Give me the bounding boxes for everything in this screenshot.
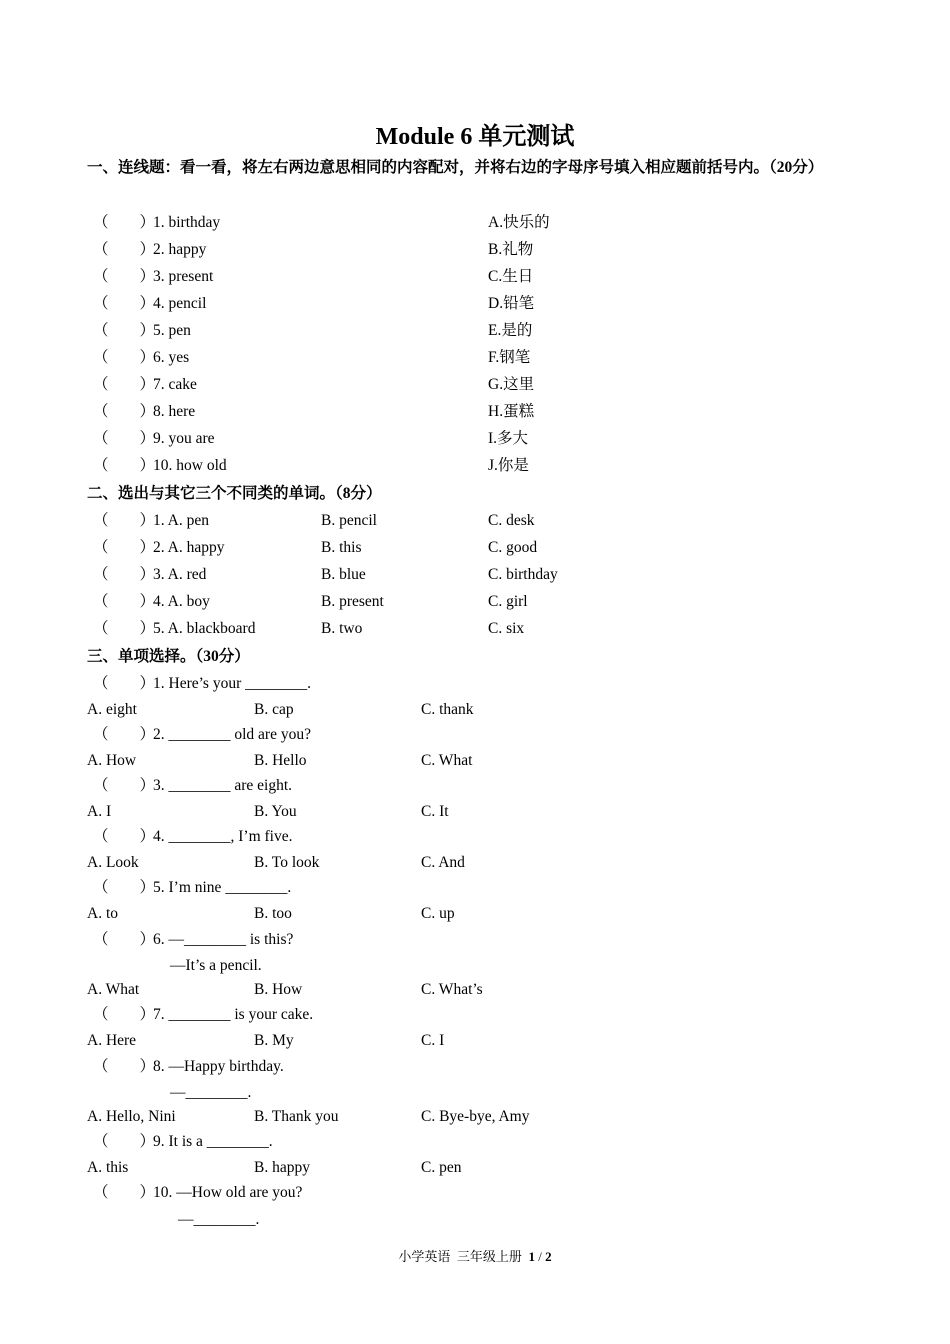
s1-meaning: A.快乐的	[488, 214, 550, 231]
answer-paren: （ ）	[93, 593, 156, 610]
s1-item-6	[0, 347, 950, 369]
option-c: C. Bye-bye, Amy	[421, 1108, 530, 1125]
s3-question-3	[0, 775, 950, 797]
option-b: B. My	[254, 1032, 294, 1049]
s1-item-7	[0, 374, 950, 396]
s3-question-6-line2	[0, 955, 950, 977]
question-stem: 3. ________ are eight.	[153, 777, 293, 794]
question-stem: 9. It is a ________.	[153, 1133, 273, 1150]
s2-option-c: C. desk	[488, 512, 535, 529]
option-c: C. thank	[421, 701, 474, 718]
option-c: C. I	[421, 1032, 445, 1049]
s1-word: 10. how old	[153, 457, 227, 474]
s3-options-2	[0, 750, 950, 772]
question-stem: 8. —Happy birthday.	[153, 1058, 284, 1075]
s1-meaning: C.生日	[488, 268, 534, 285]
s2-option-a: 1. A. pen	[153, 512, 209, 529]
dialogue-reply: —________.	[178, 1211, 260, 1228]
s2-item-4	[0, 591, 950, 613]
s3-options-9	[0, 1157, 950, 1179]
s1-word: 3. present	[153, 268, 214, 285]
s3-question-2	[0, 724, 950, 746]
s3-options-6	[0, 979, 950, 1001]
s1-meaning: J.你是	[488, 457, 529, 474]
s3-question-7	[0, 1004, 950, 1026]
s1-word: 5. pen	[153, 322, 191, 339]
answer-paren: （ ）	[93, 512, 156, 529]
answer-paren: （ ）	[93, 1133, 156, 1150]
answer-paren: （ ）	[93, 403, 156, 420]
s3-question-8	[0, 1056, 950, 1078]
s1-item-5	[0, 320, 950, 342]
option-c: C. What	[421, 752, 473, 769]
s1-word: 7. cake	[153, 376, 197, 393]
s1-item-2	[0, 239, 950, 261]
option-c: C. And	[421, 854, 465, 871]
answer-paren: （ ）	[93, 1006, 156, 1023]
question-stem: 1. Here’s your ________.	[153, 675, 311, 692]
page-number: 1	[528, 1249, 535, 1264]
s2-item-1	[0, 510, 950, 532]
section3-heading: 三、单项选择。（30分）	[87, 648, 250, 665]
s2-option-b: B. this	[321, 539, 362, 556]
answer-paren: （ ）	[93, 828, 156, 845]
page-title: Module 6 单元测试	[375, 124, 575, 150]
question-stem: 6. —________ is this?	[153, 931, 294, 948]
s2-option-a: 3. A. red	[153, 566, 207, 583]
question-stem: 2. ________ old are you?	[153, 726, 311, 743]
s1-meaning: F.钢笔	[488, 349, 531, 366]
option-b: B. too	[254, 905, 292, 922]
s1-word: 6. yes	[153, 349, 190, 366]
s2-item-2	[0, 537, 950, 559]
question-stem: 4. ________, I’m five.	[153, 828, 293, 845]
option-c: C. pen	[421, 1159, 462, 1176]
s2-option-c: C. good	[488, 539, 538, 556]
s3-options-3	[0, 801, 950, 823]
s1-word: 2. happy	[153, 241, 207, 258]
s3-options-4	[0, 852, 950, 874]
footer-text: 小学英语 三年级上册	[398, 1249, 529, 1264]
option-a: A. to	[87, 905, 118, 922]
s3-question-5	[0, 877, 950, 899]
s1-meaning: I.多大	[488, 430, 529, 447]
s2-option-b: B. blue	[321, 566, 366, 583]
answer-paren: （ ）	[93, 566, 156, 583]
answer-paren: （ ）	[93, 268, 156, 285]
page-separator: /	[534, 1249, 546, 1264]
option-a: A. this	[87, 1159, 129, 1176]
s3-question-9	[0, 1131, 950, 1153]
s3-options-1	[0, 699, 950, 721]
option-b: B. Hello	[254, 752, 307, 769]
s3-question-8-line2	[0, 1082, 950, 1104]
answer-paren: （ ）	[93, 1184, 156, 1201]
s1-meaning: D.铅笔	[488, 295, 535, 312]
s3-options-5	[0, 903, 950, 925]
s3-question-6	[0, 929, 950, 951]
answer-paren: （ ）	[93, 620, 156, 637]
s2-option-b: B. present	[321, 593, 384, 610]
answer-paren: （ ）	[93, 675, 156, 692]
option-b: B. cap	[254, 701, 294, 718]
answer-paren: （ ）	[93, 295, 156, 312]
option-b: B. happy	[254, 1159, 310, 1176]
s1-item-3	[0, 266, 950, 288]
answer-paren: （ ）	[93, 322, 156, 339]
s1-item-4	[0, 293, 950, 315]
s2-option-a: 2. A. happy	[153, 539, 225, 556]
answer-paren: （ ）	[93, 726, 156, 743]
s3-options-8	[0, 1106, 950, 1128]
s2-item-3	[0, 564, 950, 586]
question-stem: 5. I’m nine ________.	[153, 879, 292, 896]
option-c: C. up	[421, 905, 455, 922]
option-a: A. Look	[87, 854, 139, 871]
page-total: 2	[545, 1249, 552, 1264]
s2-option-a: 4. A. boy	[153, 593, 210, 610]
option-a: A. Hello, Nini	[87, 1108, 176, 1125]
answer-paren: （ ）	[93, 214, 156, 231]
s2-option-b: B. two	[321, 620, 363, 637]
s2-option-c: C. six	[488, 620, 525, 637]
answer-paren: （ ）	[93, 457, 156, 474]
answer-paren: （ ）	[93, 777, 156, 794]
option-a: A. Here	[87, 1032, 137, 1049]
s3-question-10-line2	[0, 1209, 950, 1231]
answer-paren: （ ）	[93, 349, 156, 366]
s1-item-9	[0, 428, 950, 450]
option-b: B. How	[254, 981, 303, 998]
option-a: A. How	[87, 752, 137, 769]
s1-item-10	[0, 455, 950, 477]
option-a: A. What	[87, 981, 140, 998]
answer-paren: （ ）	[93, 430, 156, 447]
s2-option-c: C. birthday	[488, 566, 558, 583]
s1-meaning: G.这里	[488, 376, 535, 393]
section1-heading: 一、连线题：看一看，将左右两边意思相同的内容配对，并将右边的字母序号填入相应题前括号内。（20分）	[87, 159, 824, 176]
page-footer	[0, 1246, 950, 1265]
question-stem: 10. —How old are you?	[153, 1184, 303, 1201]
answer-paren: （ ）	[93, 879, 156, 896]
s1-meaning: H.蛋糕	[488, 403, 535, 420]
answer-paren: （ ）	[93, 931, 156, 948]
dialogue-reply: —It’s a pencil.	[170, 957, 262, 974]
s3-options-7	[0, 1030, 950, 1052]
option-b: B. Thank you	[254, 1108, 339, 1125]
s1-word: 8. here	[153, 403, 196, 420]
answer-paren: （ ）	[93, 376, 156, 393]
s3-question-1	[0, 673, 950, 695]
s2-option-c: C. girl	[488, 593, 528, 610]
s2-option-a: 5. A. blackboard	[153, 620, 256, 637]
s1-item-8	[0, 401, 950, 423]
s1-meaning: B.礼物	[488, 241, 534, 258]
s1-word: 9. you are	[153, 430, 215, 447]
s1-item-1	[0, 212, 950, 234]
dialogue-reply: —________.	[170, 1084, 252, 1101]
answer-paren: （ ）	[93, 539, 156, 556]
s2-item-5	[0, 618, 950, 640]
answer-paren: （ ）	[93, 1058, 156, 1075]
s1-word: 4. pencil	[153, 295, 207, 312]
s1-word: 1. birthday	[153, 214, 221, 231]
option-c: C. What’s	[421, 981, 483, 998]
s2-option-b: B. pencil	[321, 512, 377, 529]
s3-question-4	[0, 826, 950, 848]
s1-meaning: E.是的	[488, 322, 533, 339]
option-a: A. eight	[87, 701, 137, 718]
option-a: A. I	[87, 803, 112, 820]
option-c: C. It	[421, 803, 449, 820]
option-b: B. You	[254, 803, 297, 820]
section2-heading: 二、选出与其它三个不同类的单词。（8分）	[87, 485, 382, 502]
option-b: B. To look	[254, 854, 320, 871]
s3-question-10	[0, 1182, 950, 1204]
question-stem: 7. ________ is your cake.	[153, 1006, 314, 1023]
answer-paren: （ ）	[93, 241, 156, 258]
